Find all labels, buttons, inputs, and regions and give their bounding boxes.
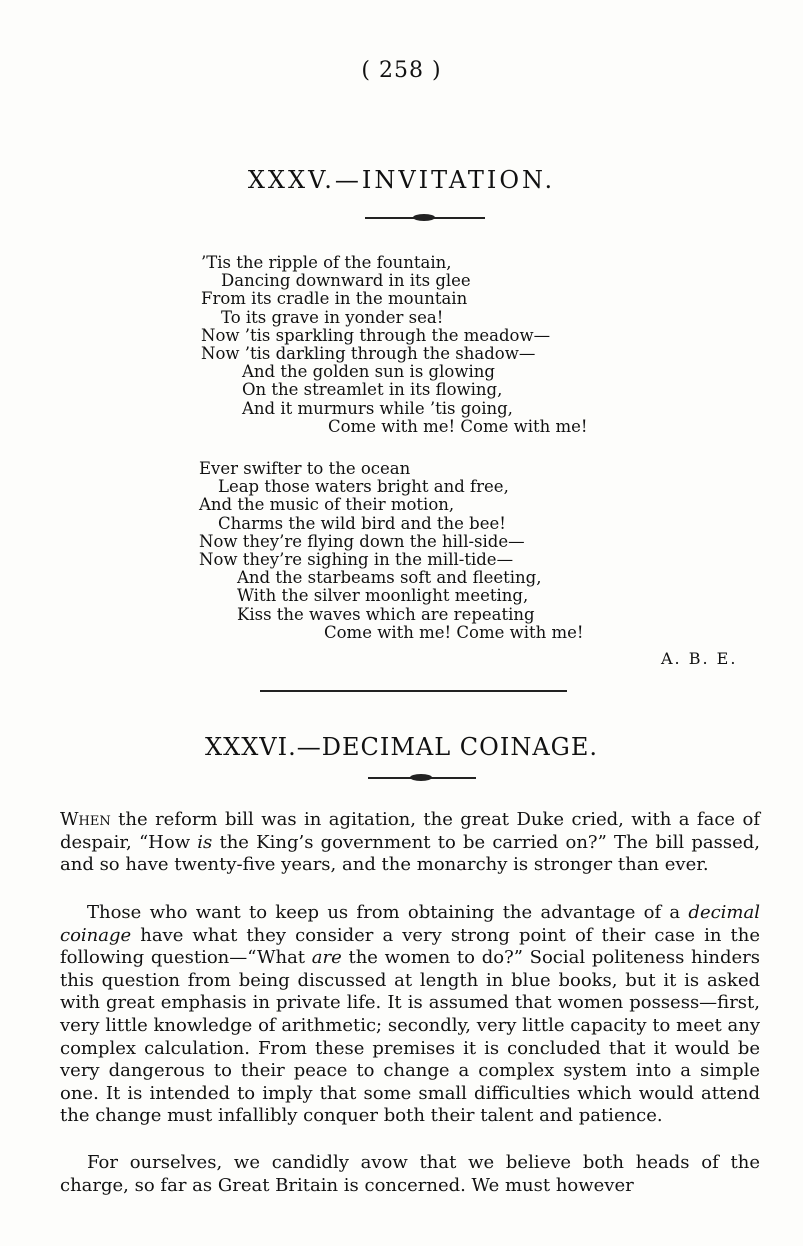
poem-line: Now ’tis darkling through the shadow— xyxy=(201,344,536,363)
section-divider-rule xyxy=(260,690,567,692)
poem-line: And the golden sun is glowing xyxy=(242,362,495,382)
poem-line: On the streamlet in its flowing, xyxy=(242,380,503,400)
emphasis-text: are xyxy=(311,947,342,969)
title-ornament-dot xyxy=(410,774,432,781)
title-ornament-dot xyxy=(413,214,435,221)
poem-line: And the music of their motion, xyxy=(199,495,455,515)
poem-line: Ever swifter to the ocean xyxy=(199,459,411,478)
poem-line: And the starbeams soft and fleeting, xyxy=(237,568,542,588)
poem-line: Dancing downward in its glee xyxy=(221,271,471,291)
poem-line: From its cradle in the mountain xyxy=(201,289,468,309)
signature: A. B. E. xyxy=(661,649,738,668)
section-title-decimal-coinage: XXXVI.—DECIMAL COINAGE. xyxy=(205,733,598,761)
paragraph-text: the women to do?” Social politeness hinders this question from being discussed at length in blue books, but it is asked with great emphasis in private life. It is assumed that women possess—first, very little knowledge of arithmetic; secondly, very little capacity to meet any complex calculation. From these premises it is concluded that it would be very dangerous to their peace to change a complex system into a simple one. It is intended to imply that some small difficulties which would attend the change must infallibly conquer both their talent and patience. xyxy=(60,947,760,1127)
page-number: ( 258 ) xyxy=(361,58,442,83)
paragraph-text: have what they consider a very strong point of their case in the following question—“What xyxy=(60,924,760,969)
poem-line: Now they’re flying down the hill-side— xyxy=(199,531,525,551)
paragraph-1 xyxy=(60,809,760,877)
section-title-invitation: XXXV.—INVITATION. xyxy=(247,166,556,194)
paragraph-text: For ourselves, we candidly avow that we believe both heads of the charge, so far as Great Britain is concerned. We must however xyxy=(60,1152,760,1196)
poem-line: With the silver moonlight meeting, xyxy=(237,586,529,606)
paragraph-3 xyxy=(60,1152,760,1197)
dropcap-word: When xyxy=(60,809,111,830)
poem-line: ’Tis the ripple of the fountain, xyxy=(201,253,452,272)
paragraph-2 xyxy=(60,902,760,1128)
poem-line: Come with me! Come with me! xyxy=(328,416,588,436)
emphasis-text: is xyxy=(197,831,213,853)
poem-line: Leap those waters bright and free, xyxy=(218,477,509,497)
poem-line: Come with me! Come with me! xyxy=(324,622,584,642)
emphasis-text: decimal coinage xyxy=(60,902,760,946)
paragraph-text: Those who want to keep us from obtaining the advantage of a xyxy=(87,902,689,923)
poem-line: Now ’tis sparkling through the meadow— xyxy=(201,325,551,345)
poem-line: To its grave in yonder sea! xyxy=(221,307,444,327)
paragraph-text: the reform bill was in agitation, the great Duke cried, with a face of despair, “How xyxy=(60,809,760,853)
poem-line: Now they’re sighing in the mill-tide— xyxy=(199,550,514,569)
poem-line: Charms the wild bird and the bee! xyxy=(218,513,506,533)
paragraph-text: the King’s government to be carried on?” The bill passed, and so have twenty-five years, and the monarchy is stronger than ever. xyxy=(60,831,760,876)
poem-line: And it murmurs while ’tis going, xyxy=(242,398,513,418)
poem-line: Kiss the waves which are repeating xyxy=(237,604,535,624)
